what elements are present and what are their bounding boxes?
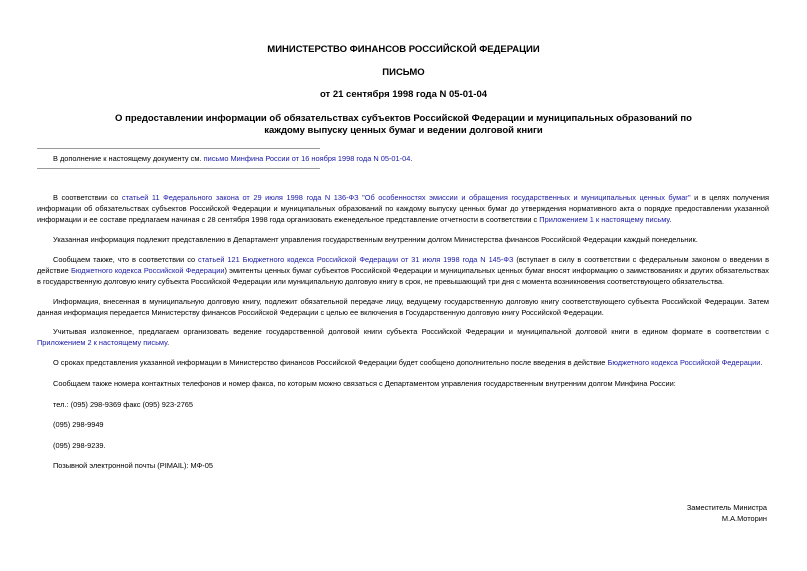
document-subject: О предоставлении информации об обязательствах субъектов Российской Федерации и муниципальных образований по каждому выпуску ценных бумаг и ведении долговой книги [115,113,692,136]
paragraph-3 [37,255,769,287]
contact-phone-fax: тел.: (095) 298-9369 факс (095) 923-2765 [53,400,194,409]
paragraph-text: и в целях получения информации об обязательствах субъектов Российской Федерации и муниципальных образований по каждому выпуску ценных бумаг до утверждения нормативного акта о порядке предоставлении указанной информации и ее составе предлагаем начиная с 28 сентября 1998 года организовать еженедельное представление отчетности в соответствии с [37,193,769,224]
note-top-divider [37,148,320,149]
document-date-number: от 21 сентября 1998 года N 05-01-04 [319,89,488,100]
appendix-1-link[interactable]: Приложением 1 к настоящему письму [539,214,670,224]
note-bottom-divider [37,168,320,169]
paragraph-2: Указанная информация подлежит представлению в Департамент управления государственным внутренним долгом Министерства финансов Российской Федерации каждый понедельник. [53,235,698,244]
budget-code-link[interactable]: Бюджетного кодекса Российской Федерации [71,265,225,275]
budget-code-link-2[interactable]: Бюджетного кодекса Российской Федерации [607,358,761,367]
note-link[interactable]: письмо Минфина России от 16 ноября 1998 года N 05-01-04 [203,154,411,163]
paragraph-text: . [760,358,763,367]
signature-block [687,503,767,525]
signatory-name: М.А.Моторин [721,513,767,523]
signatory-position: Заместитель Министра [686,503,767,512]
paragraph-6 [37,358,769,369]
paragraph-text: (вступает в силу в соответствии с федеральным законом о введении в действие [37,255,769,275]
paragraph-text: ) эмитенты ценных бумаг субъектов Российской Федерации и муниципальных ценных бумаг вносят информацию о заимствованиях и других обязательствах в государственную долговую книгу субъекта Российской Федерации или муниципальную долговую книгу в срок, не превышающий три дня с момента возникновения соответствующего обязательства. [37,265,770,286]
budget-code-article-121-link[interactable]: статьей 121 Бюджетного кодекса Российской Федерации от 31 июля 1998 года N 145-ФЗ [198,255,514,264]
paragraph-7: Сообщаем также номера контактных телефонов и номер факса, по которым можно связаться с Департаментом управления государственным внутренним долгом Минфина России: [53,379,676,388]
contact-phone-3: (095) 298-9239. [53,441,106,450]
paragraph-5 [37,327,769,349]
paragraph-1 [37,193,769,225]
note-text: В дополнение к настоящему документу см. [53,154,204,163]
law-136-link[interactable]: статьей 11 Федерального закона от 29 июля 1998 года N 136-ФЗ "Об особенностях эмиссии и обращения государственных и муниципальных ценных бумаг" [121,193,691,202]
paragraph-text: Учитывая изложенное, предлагаем организовать ведение государственной долговой книги субъекта Российской Федерации и муниципальной долговой книги в едином формате в соответствии с [53,327,769,336]
paragraph-text: . [669,214,672,224]
paragraph-text: Сообщаем также, что в соответствии со [53,255,199,264]
paragraph-text: . [167,337,170,347]
paragraph-4: Информация, внесенная в муниципальную долговую книгу, подлежит обязательной передаче лицу, ведущему государственную долговую книгу соответствующего субъекта Российской Федерации. Затем данная информация передается Министерству финансов Российской Федерации с целью ее включения в Государственную долговую книгу Российской Федерации. [37,297,769,317]
paragraph-text: В соответствии со [53,193,122,202]
note-text-end: . [410,154,413,163]
editorial-note [53,154,412,163]
appendix-2-link[interactable]: Приложением 2 к настоящему письму [37,337,168,347]
document-type: ПИСЬМО [382,67,425,78]
contact-phone-2: (095) 298-9949 [53,420,104,429]
ministry-title: МИНИСТЕРСТВО ФИНАНСОВ РОССИЙСКОЙ ФЕДЕРАЦИИ [267,44,540,55]
paragraph-text: О сроках представления указанной информации в Министерство финансов Российской Федерации будет сообщено дополнительно после введения в действие [53,358,608,367]
contact-email: Позывной электронной почты (PIMAIL): МФ-05 [53,461,213,470]
